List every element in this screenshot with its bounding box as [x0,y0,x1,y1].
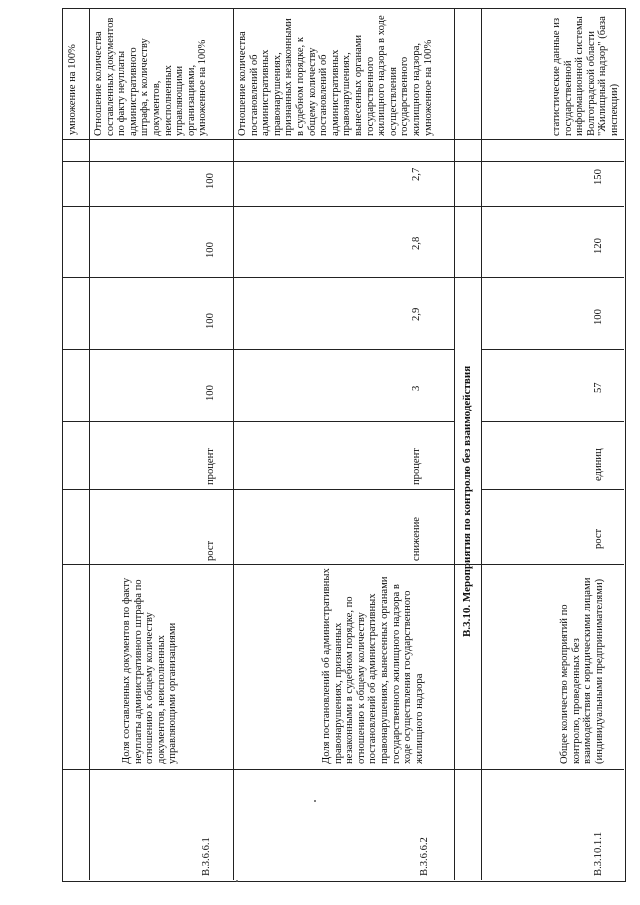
row-2-direction: снижение [411,517,422,561]
row-2-value-2: 2,9 [411,307,422,321]
row-0-method-cell [63,9,89,139]
row-1-method: Отношение количества составленных документов по факту неуплаты административного штрафа, к количеству документов, неисполненных управляющими организациями, умноженное на 100% [93,17,209,136]
row-4-indicator-cell [481,564,624,769]
row-4-method: статистические данные из государственной информационной системы Волгоградской области "Жилищный надзор" (база инспекции) [551,16,620,136]
row-1-value-1: 100 [205,385,216,401]
row-1-code-cell [89,769,233,880]
row-2-value-3: 2,8 [411,236,422,250]
row-4-value-1-cell [481,349,624,421]
row-1-value-4: 100 [205,173,216,189]
row-2-value-1-cell [233,349,454,421]
row-2-value-4-cell [233,139,454,206]
row-1-value-1-cell [89,349,233,421]
scan-speck [236,880,238,882]
row-2-code: В.3.6.6.2 [419,837,430,876]
row-1-unit-cell [89,421,233,489]
row-4-value-2: 100 [593,309,604,325]
row-1-code: В.3.6.6.1 [201,837,212,876]
row-1-value-3-cell [89,206,233,277]
row-4-value-3: 120 [593,238,604,254]
row-1-method-cell [89,9,233,139]
section-header-cell [454,9,481,880]
row-4-unit-cell [481,421,624,489]
row-1-indicator-cell [89,564,233,769]
row-2-value-3-cell [233,206,454,277]
row-4-value-3-cell [481,206,624,277]
row-2-indicator: Доля постановлений об административных правонарушениях, признанных незаконными в судебном порядке, по отношению к общему количеству постановлений об административных правонарушениях, вынесенных органами государственного жилищного надзора в ходе осуществления государственного жилищного надзора [321,568,425,764]
section-title: В.3.10. Мероприятия по контролю без взаимодействия [461,365,473,637]
row-4-direction-cell [481,489,624,564]
row-2-value-2-cell [233,277,454,349]
row-1-value-4-cell [89,139,233,206]
row-4-value-1: 57 [593,382,604,393]
row-1-indicator: Доля составленных документов по факту неуплаты административного штрафа по отношению к общему количеству документов, неисполненных управляющими организациями [121,577,179,764]
indicators-table [62,8,626,882]
row-2-indicator-cell [233,564,454,769]
row-1-unit: процент [205,448,216,485]
row-1-direction: рост [205,540,216,561]
row-1-value-2-cell [89,277,233,349]
row-2-code-cell [233,769,454,880]
row-4-value-2-cell [481,277,624,349]
row-2-method-cell [233,9,454,139]
row-2-method: Отношение количества постановлений об административных правонарушениях, признанных незаконными в судебном порядке, к общему количеству постановлений об административных правонарушениях, вынесенных органами государственного жилищного надзора в ходе осуществления государственного жилищного надзора, умноженное на 100% [237,15,434,136]
row-4-direction: рост [593,528,604,549]
row-1-direction-cell [89,489,233,564]
scan-speck [314,800,316,802]
row-2-unit-cell [233,421,454,489]
row-0-method: умножение на 100% [67,44,78,135]
row-1-value-3: 100 [205,242,216,258]
row-4-unit: единиц [593,448,604,481]
row-1-value-2: 100 [205,313,216,329]
row-4-method-cell [481,9,624,139]
row-4-value-4: 150 [593,169,604,185]
row-4-code-cell [481,769,624,880]
row-2-direction-cell [233,489,454,564]
row-4-indicator: Общее количество мероприятий по контролю, проведенных без взаимодействия с юридическими лицами (индивидуальными предпринимателями) [559,577,605,764]
row-2-value-1: 3 [411,385,422,391]
row-4-code: В.3.10.1.1 [593,831,604,876]
row-2-unit: процент [411,448,422,485]
row-4-value-4-cell [481,139,624,206]
row-2-value-4: 2,7 [411,167,422,181]
